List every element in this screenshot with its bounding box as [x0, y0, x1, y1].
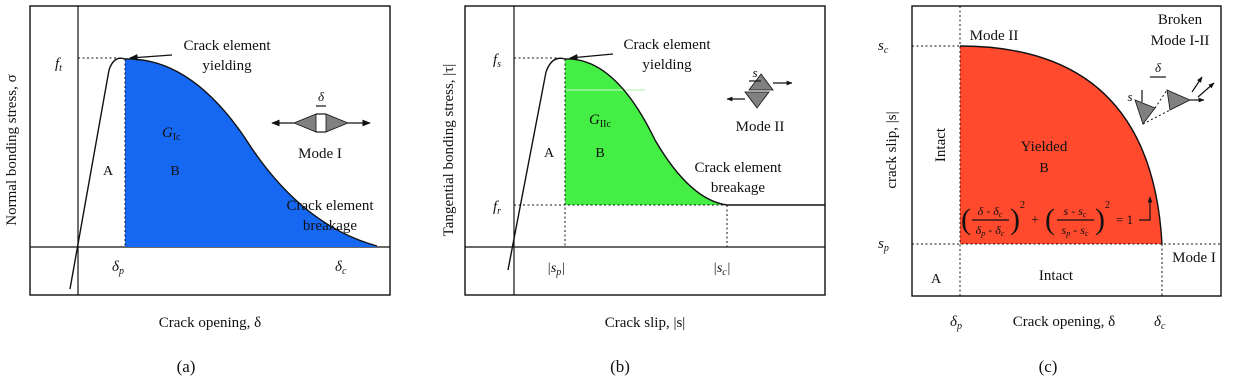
panel-c-region-b: B [1039, 161, 1049, 176]
eq-term-2-denominator: sp - sc [1061, 223, 1089, 238]
panel-a-x-tick-dc: $\delta_c$ [335, 259, 347, 277]
panel-b-x-label: Crack slip, |s| [604, 315, 686, 331]
mode-ii-lower-wedge [745, 92, 769, 108]
panel-c-intact-bottom: Intact [1038, 268, 1074, 284]
mode-i-right-wedge [326, 114, 348, 132]
panel-a-caption: (a) [176, 357, 196, 376]
panel-c-broken-label-2: Mode I-II [1150, 33, 1210, 49]
panel-a-x-tick-dp: $\delta_p$ [112, 259, 124, 277]
panel-b-y-label: Tangential bonding stress, |τ| [441, 63, 457, 237]
mode-i-ii-diagonal-arrow-2 [1198, 83, 1214, 97]
panel-b-break-label-1: Crack element [694, 160, 782, 176]
panel-c-intact-left: Intact [933, 127, 949, 163]
panel-a-break-label-2: breakage [302, 218, 358, 234]
mode-i-ii-crack-upper [1155, 90, 1167, 108]
mode-i-ii-right-wedge [1167, 90, 1190, 110]
panel-a-region-a: A [102, 164, 114, 179]
panel-c-x-tick-dp: $\delta_p$ [950, 314, 962, 332]
panel-b-yield-label-1: Crack element [623, 37, 711, 53]
panel-a-y-tick-ft: $f_t$ [55, 56, 62, 74]
panel-a-x-label: Crack opening, δ [158, 315, 262, 331]
mode-i-label: Mode I [298, 146, 342, 162]
mode-i-ii-delta-symbol: δ [1154, 60, 1162, 75]
eq-exponent-1: 2 [1020, 200, 1025, 211]
eq-exponent-2: 2 [1105, 200, 1110, 211]
panel-b-region-b: B [595, 146, 605, 161]
eq-plus: + [1031, 213, 1039, 228]
mode-i-left-wedge [294, 114, 316, 132]
panel-c-y-tick-sc: $s_c$ [878, 38, 889, 56]
eq-paren-close-1: ) [1010, 203, 1020, 236]
mode-ii-s-symbol: s [752, 65, 758, 80]
eq-paren-open-2: ( [1045, 203, 1055, 236]
panel-c-broken-label-1: Broken [1157, 12, 1203, 28]
panel-c-x-tick-dc: $\delta_c$ [1154, 314, 1166, 332]
panel-a-energy-label: $G_{Ic}$ [162, 125, 181, 143]
eq-term-1-denominator: δp - δc [975, 223, 1005, 238]
eq-term-1-numerator: δ - δc [977, 204, 1003, 219]
panel-b-energy-label: $G_{IIc}$ [589, 112, 611, 130]
mode-i-ii-left-wedge [1135, 100, 1155, 124]
panel-a-y-label: Normal bonding stress, σ [4, 74, 20, 226]
panel-c [878, 6, 1221, 376]
panel-c-y-tick-sp: $s_p$ [878, 236, 889, 254]
panel-c-region-a: A [930, 272, 942, 287]
panel-b-y-tick-fs: $f_s$ [493, 52, 502, 70]
panel-c-x-label: Crack opening, δ [1012, 314, 1116, 330]
panel-a [4, 6, 390, 376]
panel-c-mode-ii-label: Mode II [969, 28, 1019, 44]
mode-i-icon [272, 89, 370, 162]
panel-b-y-tick-fr: $f_r$ [493, 199, 502, 217]
eq-paren-close-2: ) [1095, 203, 1105, 236]
panel-b [441, 6, 825, 376]
eq-term-2-numerator: s - sc [1063, 204, 1087, 219]
mode-i-delta-symbol: δ [317, 89, 325, 104]
panel-a-yield-arrow [130, 55, 172, 58]
panel-b-x-tick-sp: $|s_p|$ [547, 261, 566, 278]
panel-c-mode-i-label: Mode I [1172, 250, 1216, 266]
panel-b-caption: (b) [610, 357, 630, 376]
panel-b-break-label-2: breakage [710, 180, 766, 196]
panel-b-x-tick-sc: $|s_c|$ [713, 261, 731, 278]
mode-i-ii-s-symbol: s [1127, 89, 1133, 104]
eq-paren-open-1: ( [961, 203, 971, 236]
panel-b-region-a: A [543, 146, 555, 161]
panel-a-break-label-1: Crack element [286, 198, 374, 214]
panel-c-y-label: crack slip, |s| [884, 111, 900, 189]
panel-a-yield-label-2: yielding [202, 58, 252, 74]
panel-a-region-b: B [170, 164, 180, 179]
mode-i-ii-diagonal-arrow-1 [1192, 77, 1202, 92]
panel-c-yielded-label: Yielded [1020, 139, 1068, 155]
mode-ii-icon [727, 65, 792, 135]
panel-c-caption: (c) [1038, 357, 1058, 376]
panel-a-yield-label-1: Crack element [183, 38, 271, 54]
panel-b-yield-label-2: yielding [642, 57, 692, 73]
mode-i-ii-icon [1127, 60, 1214, 124]
eq-rhs: = 1 [1116, 212, 1134, 227]
mode-ii-label: Mode II [735, 119, 785, 135]
panel-b-yield-arrow [570, 54, 613, 58]
panel-b-energy-area [565, 59, 727, 205]
